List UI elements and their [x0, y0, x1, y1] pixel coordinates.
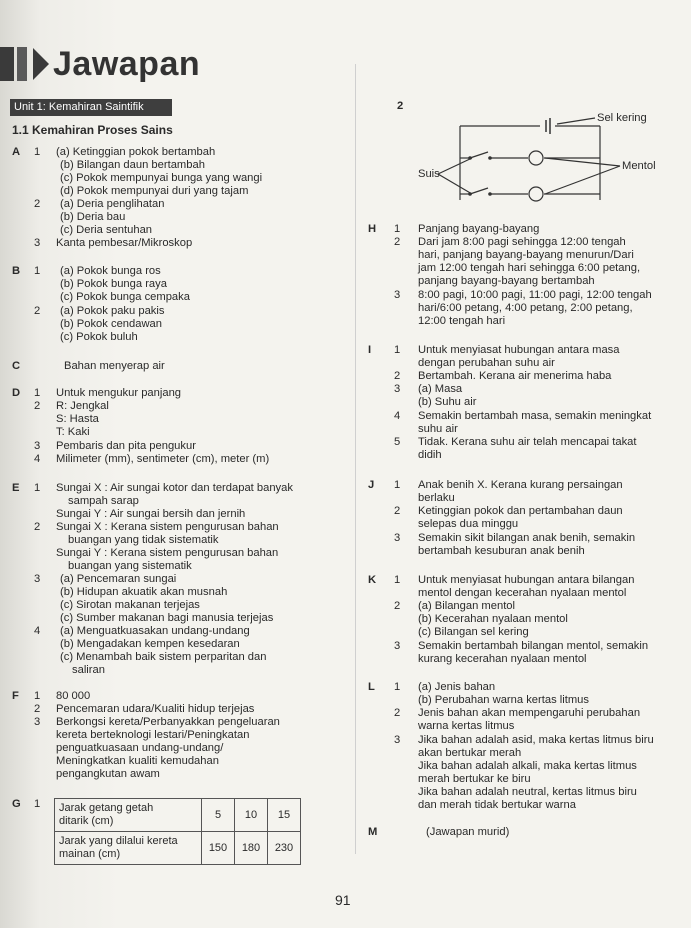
header-arrow-icon: [33, 48, 49, 80]
table-cell: 5: [202, 799, 235, 832]
answer-line: (c) Sirotan makanan terjejas: [60, 599, 200, 611]
answer-line: Anak benih X. Kerana kurang persaingan: [418, 479, 623, 491]
question-number: 4: [394, 410, 401, 422]
question-number: 3: [34, 716, 41, 728]
answer-line: 12:00 tengah hari: [418, 315, 506, 327]
table-cell: 150: [202, 832, 235, 865]
answer-line: (c) Bilangan sel kering: [418, 626, 529, 638]
answer-line: (a) Ketinggian pokok bertambah: [56, 146, 216, 158]
header: [0, 44, 200, 84]
answer-line: (a) Masa: [418, 383, 463, 395]
answer-line: hari/6:00 petang, 4:00 petang, 2:00 petang,: [418, 302, 633, 314]
answer-line: (b) Hidupan akuatik akan musnah: [60, 586, 228, 598]
answer-line: (c) Pokok buluh: [60, 331, 138, 343]
answer-line: (b) Pokok cendawan: [60, 318, 162, 330]
section-letter: C: [12, 360, 21, 372]
label-mentol: Mentol: [622, 160, 656, 172]
answer-line: (b) Kecerahan nyalaan mentol: [418, 613, 568, 625]
question-number: 2: [394, 505, 401, 517]
label-sel-kering: Sel kering: [597, 112, 647, 124]
answer-line: (a) Pencemaran sungai: [60, 573, 177, 585]
answer-line: berlaku: [418, 492, 455, 504]
answer-line: selepas dua minggu: [418, 518, 519, 530]
answer-line: (d) Pokok mempunyai duri yang tajam: [60, 185, 249, 197]
answer-table-g: [54, 798, 301, 865]
answer-line: Semakin sikit bilangan anak benih, semakin: [418, 532, 636, 544]
question-number: 1: [394, 223, 401, 235]
question-number: 2: [394, 707, 401, 719]
section-letter: D: [12, 387, 21, 399]
answer-line: mentol dengan kecerahan nyalaan mentol: [418, 587, 627, 599]
answer-line: Untuk mengukur panjang: [56, 387, 182, 399]
header-bar-icon: [0, 47, 14, 81]
question-number: 4: [34, 453, 41, 465]
answer-line: Sungai X : Air sungai kotor dan terdapat banyak: [56, 482, 293, 494]
section-letter: B: [12, 265, 21, 277]
answer-line: Bahan menyerap air: [64, 360, 165, 372]
question-number: 2: [34, 198, 41, 210]
answer-line: (c) Menambah baik sistem perparitan dan: [60, 651, 267, 663]
answer-line: (a) Menguatkuasakan undang-undang: [60, 625, 250, 637]
answer-line: Jenis bahan akan mempengaruhi perubahan: [418, 707, 641, 719]
section-letter: I: [368, 344, 372, 356]
column-divider: [355, 64, 356, 854]
header-bar-icon: [17, 47, 27, 81]
answer-line: Sungai Y : Air sungai bersih dan jernih: [56, 508, 246, 520]
section-letter: E: [12, 482, 20, 494]
answer-line: Bertambah. Kerana air menerima haba: [418, 370, 612, 382]
section-subtitle: 1.1 Kemahiran Proses Sains: [12, 123, 173, 137]
answer-line: kereta berteknologi lestari/Peningkatan: [56, 729, 250, 741]
answer-line: Jika bahan adalah neutral, kertas litmus biru: [418, 786, 637, 798]
answer-line: R: Jengkal: [56, 400, 109, 412]
section-letter: H: [368, 223, 377, 235]
answer-line: pengangkutan awam: [56, 768, 160, 780]
question-number: 2: [394, 236, 401, 248]
answer-line: T: Kaki: [56, 426, 90, 438]
section-letter: K: [368, 574, 377, 586]
answer-line: Kanta pembesar/Mikroskop: [56, 237, 193, 249]
label-suis: Suis: [418, 168, 440, 180]
answer-line: (a) Bilangan mentol: [418, 600, 516, 612]
answer-line: (a) Deria penglihatan: [60, 198, 165, 210]
answer-line: Milimeter (mm), sentimeter (cm), meter (m): [56, 453, 270, 465]
question-number: 3: [34, 573, 41, 585]
answer-line: (b) Bilangan daun bertambah: [60, 159, 205, 171]
answer-line: merah bertukar ke biru: [418, 773, 531, 785]
answer-line: akan bertukar merah: [418, 747, 522, 759]
answer-line: didih: [418, 449, 442, 461]
answer-line: (Jawapan murid): [426, 826, 510, 838]
question-number: 2: [34, 703, 41, 715]
answer-line: Untuk menyiasat hubungan antara bilangan: [418, 574, 635, 586]
question-number: 1: [394, 574, 401, 586]
answer-line: (c) Sumber makanan bagi manusia terjejas: [60, 612, 274, 624]
section-letter: G: [12, 798, 21, 810]
question-number: 3: [394, 532, 401, 544]
answer-line: (b) Suhu air: [418, 396, 477, 408]
question-number: 3: [394, 383, 401, 395]
section-letter: A: [12, 146, 21, 158]
answer-line: Berkongsi kereta/Perbanyakkan pengeluaran: [56, 716, 280, 728]
unit-banner: Unit 1: Kemahiran Saintifik: [10, 99, 172, 116]
table-cell: 180: [235, 832, 268, 865]
question-number: 1: [34, 798, 41, 810]
section-letter: L: [368, 681, 375, 693]
question-number: 2: [34, 521, 41, 533]
answer-line: (a) Pokok paku pakis: [60, 305, 165, 317]
answer-line: panjang bayang-bayang bertambah: [418, 275, 595, 287]
question-number: 1: [34, 387, 41, 399]
answer-line: buangan yang tidak sistematik: [68, 534, 219, 546]
answer-line: (b) Deria bau: [60, 211, 126, 223]
answer-line: Semakin bertambah masa, semakin meningkat: [418, 410, 652, 422]
table-row: [55, 832, 301, 865]
table-cell: [55, 832, 202, 865]
answer-line: suhu air: [418, 423, 458, 435]
section-letter: F: [12, 690, 19, 702]
question-number: 5: [394, 436, 401, 448]
answer-line: hari, panjang bayang-bayang menurun/Dari: [418, 249, 634, 261]
question-number: 1: [34, 482, 41, 494]
answer-line: Sungai X : Kerana sistem pengurusan bahan: [56, 521, 279, 533]
question-number: 4: [34, 625, 41, 637]
answer-line: penguatkuasaan undang-undang/: [56, 742, 224, 754]
question-number: 3: [394, 734, 401, 746]
answer-line: Ketinggian pokok dan pertambahan daun: [418, 505, 623, 517]
answer-line: Semakin bertambah bilangan mentol, semakin: [418, 640, 649, 652]
answer-line: Pembaris dan pita pengukur: [56, 440, 196, 452]
answer-line: saliran: [72, 664, 105, 676]
answer-line: (b) Mengadakan kempen kesedaran: [60, 638, 240, 650]
table-label: Jarak yang dilalui kereta: [59, 835, 178, 847]
table-cell: [55, 799, 202, 832]
page-number: 91: [335, 892, 351, 908]
question-number: 2: [34, 305, 41, 317]
table-cell: 230: [268, 832, 301, 865]
question-number: 1: [394, 479, 401, 491]
question-number: 3: [34, 237, 41, 249]
table-cell: 10: [235, 799, 268, 832]
answer-line: (a) Pokok bunga ros: [60, 265, 161, 277]
answer-line: (a) Jenis bahan: [418, 681, 496, 693]
answer-line: (b) Perubahan warna kertas litmus: [418, 694, 589, 706]
diagram-number: 2: [397, 100, 404, 112]
answer-line: Panjang bayang-bayang: [418, 223, 540, 235]
table-label: ditarik (cm): [59, 815, 114, 827]
section-letter: M: [368, 826, 378, 838]
answer-line: (c) Pokok mempunyai bunga yang wangi: [60, 172, 263, 184]
answer-line: Sungai Y : Kerana sistem pengurusan bahan: [56, 547, 279, 559]
question-number: 1: [394, 681, 401, 693]
question-number: 1: [394, 344, 401, 356]
answer-line: 8:00 pagi, 10:00 pagi, 11:00 pagi, 12:00 tengah: [418, 289, 652, 301]
answer-line: 80 000: [56, 690, 91, 702]
question-number: 3: [394, 640, 401, 652]
answer-line: Meningkatkan kualiti kemudahan: [56, 755, 219, 767]
section-letter: J: [368, 479, 375, 491]
answer-line: Jika bahan adalah asid, maka kertas litmus biru: [418, 734, 654, 746]
answer-line: (c) Pokok bunga cempaka: [60, 291, 190, 303]
question-number: 1: [34, 265, 41, 277]
table-label: mainan (cm): [59, 848, 121, 860]
answer-line: buangan yang sistematik: [68, 560, 192, 572]
answer-line: (c) Deria sentuhan: [60, 224, 153, 236]
answer-line: dengan perubahan suhu air: [418, 357, 555, 369]
answer-line: S: Hasta: [56, 413, 99, 425]
answer-line: jam 12:00 tengah hari sehingga 6:00 petang,: [418, 262, 641, 274]
question-number: 1: [34, 146, 41, 158]
answer-line: Untuk menyiasat hubungan antara masa: [418, 344, 620, 356]
answer-line: Dari jam 8:00 pagi sehingga 12:00 tengah: [418, 236, 626, 248]
page-title: Jawapan: [53, 44, 201, 83]
question-number: 3: [34, 440, 41, 452]
table-label: Jarak getang getah: [59, 802, 154, 814]
answer-line: warna kertas litmus: [418, 720, 515, 732]
answer-line: bertambah kesuburan anak benih: [418, 545, 585, 557]
question-number: 1: [34, 690, 41, 702]
question-number: 3: [394, 289, 401, 301]
answer-line: Tidak. Kerana suhu air telah mencapai takat: [418, 436, 637, 448]
answer-line: kurang kecerahan nyalaan mentol: [418, 653, 587, 665]
question-number: 2: [394, 600, 401, 612]
table-cell: 15: [268, 799, 301, 832]
question-number: 2: [34, 400, 41, 412]
table-row: [55, 799, 301, 832]
answer-line: Pencemaran udara/Kualiti hidup terjejas: [56, 703, 255, 715]
answer-line: dan merah tidak bertukar warna: [418, 799, 576, 811]
answer-line: (b) Pokok bunga raya: [60, 278, 167, 290]
answer-line: Jika bahan adalah alkali, maka kertas litmus: [418, 760, 637, 772]
question-number: 2: [394, 370, 401, 382]
answer-line: sampah sarap: [68, 495, 139, 507]
